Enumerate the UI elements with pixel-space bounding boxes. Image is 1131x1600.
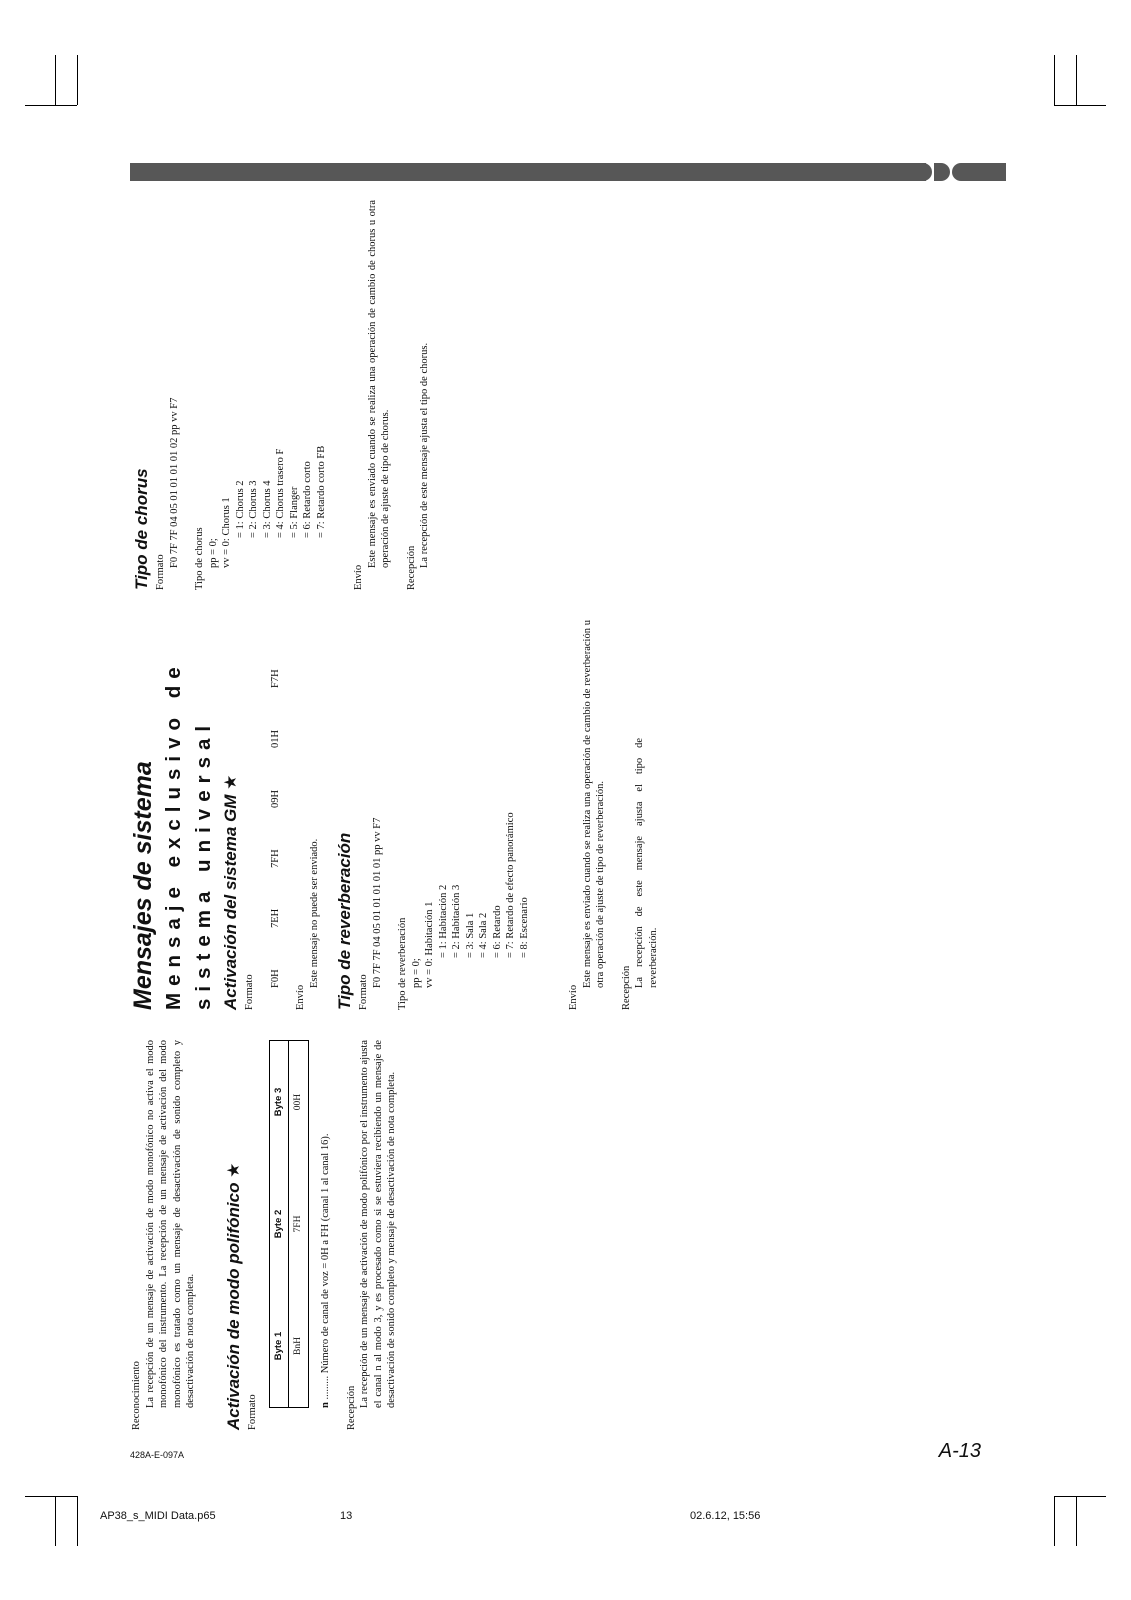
chorus-recepcion-label: Recepción [405, 545, 417, 590]
crop-mark [1054, 1496, 1106, 1497]
formato-label: Formato [246, 1394, 258, 1430]
channel-note-text: ......... Número de canal de voz = 0H a FH (canal 1 al canal 16). [320, 1133, 331, 1400]
recepcion-text: La recepción de un mensaje de activación de modo polifónico por el instrumento ajusta el canal n al modo 3, y es procesado como si se estuviera recibiendo un mensaje de desactivación de sonido completo y mensaje de desactivación de nota completa. [359, 1040, 397, 1408]
reverb-title: Tipo de reverberación [335, 832, 354, 1010]
column-2 [127, 620, 660, 1010]
byte-table [269, 1040, 309, 1408]
crop-mark [77, 1496, 78, 1546]
chorus-item: = 1: Chorus 2 [234, 480, 246, 538]
reverb-envio-text: Este mensaje es enviado cuando se realiza una operación de cambio de reverberación u otra operación de ajuste de tipo de reverberación. [581, 620, 606, 988]
header-bar-tab [934, 163, 950, 181]
chorus-item: = 6: Retardo corto [302, 461, 313, 538]
poly-mode-title: Activación de modo polifónico ★ [223, 1162, 243, 1430]
chorus-title: Tipo de chorus [132, 468, 151, 590]
reverb-pp: pp = 0; [410, 958, 422, 988]
chorus-format: F0 7F 7F 04 05 01 01 01 01 02 pp vv F7 [168, 397, 180, 568]
byte-table-header: Byte 3 [270, 1041, 289, 1164]
reverb-item: = 7: Retardo de efecto panorámico [505, 812, 516, 958]
reverb-recepcion-text: La recepción de este mensaje ajusta el tipo de reverberación. [634, 738, 659, 988]
crop-mark [1076, 1496, 1077, 1546]
byte-table-header: Byte 1 [270, 1285, 289, 1408]
gm-envio-text: Este mensaje no puede ser enviado. [308, 838, 320, 988]
reverb-recepcion-label: Recepción [620, 965, 632, 1010]
chorus-item: = 7: Retardo corto FB [315, 445, 327, 538]
reverb-envio-label: Envío [568, 984, 579, 1010]
gm-title: Activación del sistema GM ★ [221, 774, 240, 1010]
reverb-type-label: Tipo de reverberación [397, 917, 408, 1010]
byte-table-cell: 7FH [292, 1215, 303, 1233]
recepcion-label: Recepción [345, 1385, 357, 1430]
reverb-item: vv = 0: Habitación 1 [424, 901, 435, 988]
crop-mark [55, 1496, 56, 1546]
footer-date: 02.6.12, 15:56 [690, 1510, 761, 1522]
crop-mark [1054, 1496, 1055, 1546]
crop-mark [55, 55, 56, 105]
rotated-page-content [129, 190, 992, 1430]
gm-format-byte: 09H [269, 789, 281, 808]
reconocimiento-label: Reconocimiento [131, 1361, 142, 1430]
reverb-item: = 1: Habitación 2 [437, 884, 449, 958]
crop-mark [77, 55, 78, 105]
reverb-item: = 3: Sala 1 [464, 912, 476, 958]
reverb-item: = 6: Retardo [491, 905, 503, 958]
channel-note-n: n [320, 1402, 331, 1408]
chorus-item: = 2: Chorus 3 [248, 480, 259, 538]
gm-format-byte: F7H [269, 669, 281, 688]
chorus-item: = 4: Chorus trasero F [275, 448, 286, 538]
reverb-item: = 8: Escenario [518, 897, 530, 958]
byte-table-cell: BnH [292, 1337, 303, 1355]
byte-table-cell: 00H [292, 1093, 303, 1111]
chorus-envio-text: Este mensaje es enviado cuando se realiza una operación de cambio de chorus u otra operación de ajuste de tipo de chorus. [366, 200, 391, 568]
formato-label: Formato [244, 974, 255, 1010]
chorus-item: vv = 0: Chorus 1 [221, 497, 232, 568]
chorus-item: = 3: Chorus 4 [261, 480, 273, 538]
crop-mark [1054, 55, 1055, 105]
chorus-formato-label: Formato [155, 554, 166, 590]
header-bar-tab [910, 163, 932, 181]
envio-label: Envío [295, 984, 306, 1010]
reverb-item: = 2: Habitación 3 [451, 884, 462, 958]
gm-format-row [269, 620, 283, 1010]
header-bar [130, 163, 926, 181]
chorus-envio-label: Envío [353, 564, 364, 590]
reverb-formato-label: Formato [358, 974, 369, 1010]
doc-code: 428A-E-097A [130, 1450, 185, 1460]
footer-sheet: 13 [340, 1510, 353, 1522]
column-1 [130, 1040, 399, 1430]
chorus-type-label: Tipo de chorus [194, 527, 205, 590]
page-title: Mensajes de sistema [129, 761, 157, 1010]
section-title: Mensaje exclusivo de sistema universal [162, 660, 215, 1010]
footer-file: AP38_s_MIDI Data.p65 [100, 1510, 216, 1522]
reconocimiento-text: La recepción de un mensaje de activación de modo monofónico no activa el modo monofónico del instrumento. La recepción de un mensaje de activación del modo monofónico es tratado como un mensaje de desactivación de sonido completo y desactivación de nota completa. [144, 1040, 196, 1408]
crop-mark [25, 1496, 77, 1497]
chorus-recepcion-text: La recepción de este mensaje ajusta el tipo de chorus. [419, 342, 430, 568]
chorus-item: = 5: Flanger [288, 486, 300, 538]
crop-mark [25, 105, 77, 106]
page-number: A-13 [938, 1440, 981, 1462]
gm-format-byte: 7EH [269, 908, 281, 928]
crop-mark [1054, 105, 1106, 106]
gm-format-byte: 01H [269, 729, 281, 748]
gm-format-byte: 7FH [269, 849, 281, 868]
crop-mark [1076, 55, 1077, 105]
byte-table-header: Byte 2 [270, 1163, 289, 1285]
chorus-pp: pp = 0; [207, 538, 219, 568]
header-bar-end [952, 163, 1006, 181]
gm-format-byte: F0H [269, 969, 281, 988]
reverb-format: F0 7F 7F 04 05 01 01 01 01 01 pp vv F7 [371, 817, 383, 988]
reverb-item: = 4: Sala 2 [478, 912, 489, 958]
column-3 [130, 200, 432, 590]
channel-note [319, 1040, 333, 1430]
